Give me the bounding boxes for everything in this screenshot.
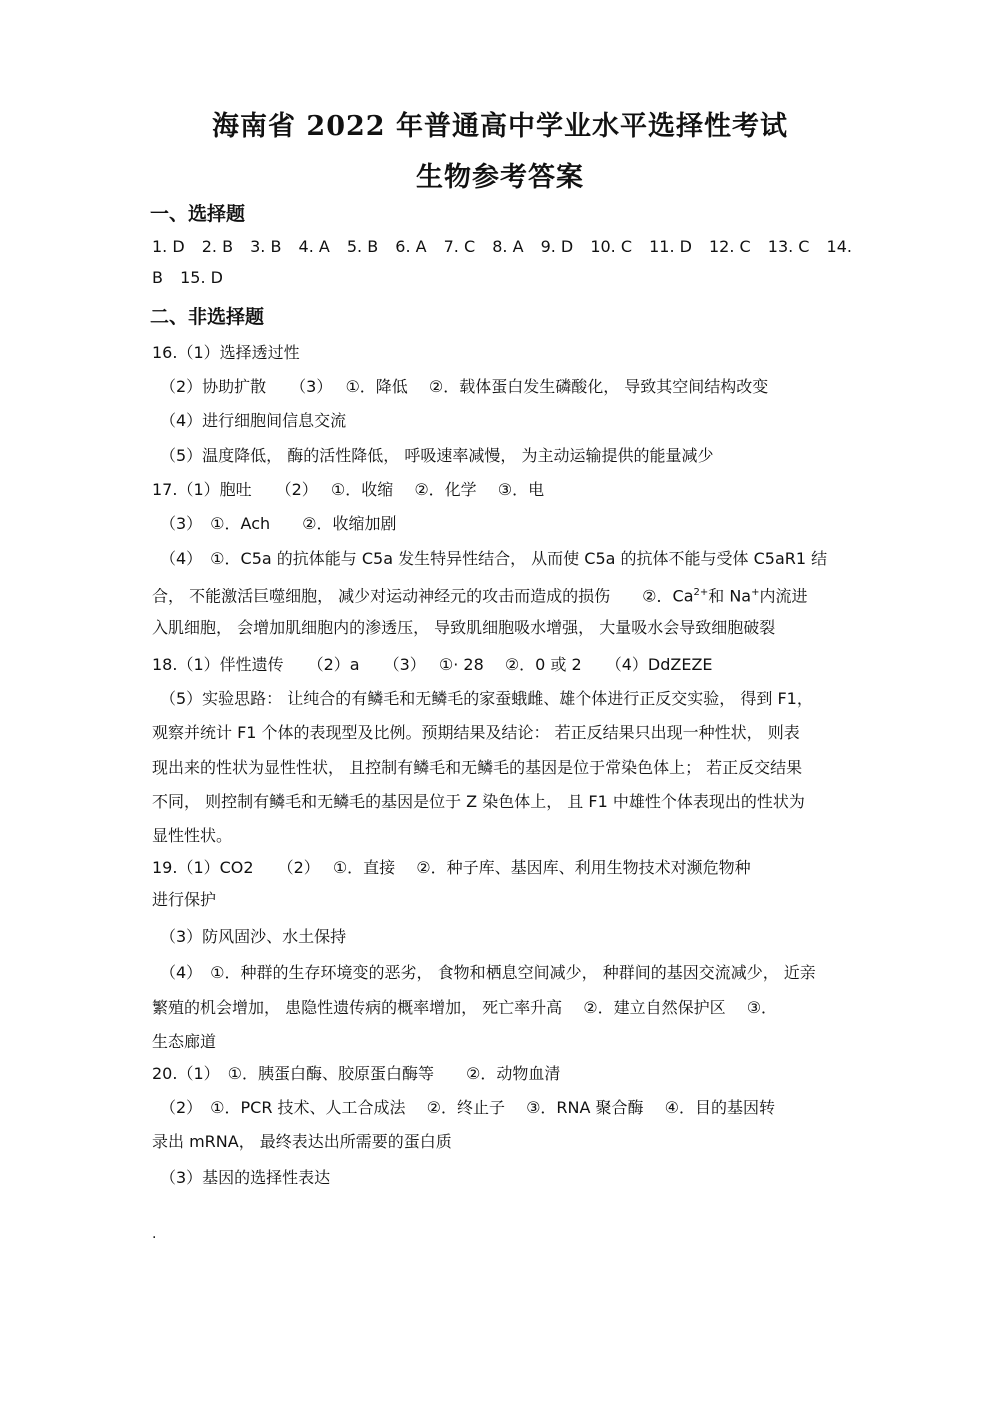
- answer-line: 显性性状。: [152, 826, 233, 845]
- answer-line: 入肌细胞， 会增加肌细胞内的渗透压， 导致肌细胞吸水增强， 大量吸水会导致细胞破裂: [152, 618, 776, 637]
- page-title: 海南省 2022 年普通高中学业水平选择性考试: [212, 111, 788, 142]
- answer-line: 17.（1）胞吐 （2） ①．收缩 ②．化学 ③．电: [152, 480, 545, 499]
- choice-answer: 12. C: [709, 237, 751, 256]
- superscript: +: [751, 587, 760, 598]
- choice-answer: 11. D: [649, 237, 692, 256]
- answer-line: 19.（1）CO2 （2） ①．直接 ②．种子库、基因库、利用生物技术对濒危物种: [152, 858, 751, 877]
- choice-answer: 13. C: [767, 237, 810, 256]
- answer-line: 18.（1）伴性遗传 （2）a （3） ①· 28 ②．0 或 2 （4）DdZEZE: [152, 655, 713, 674]
- answer-line: （3）防风固沙、水土保持: [160, 927, 347, 946]
- choice-answer: 1. D: [152, 237, 185, 256]
- answer-line: 现出来的性状为显性性状， 且控制有鳞毛和无鳞毛的基因是位于常染色体上； 若正反交结果: [152, 758, 803, 777]
- section-heading-choice: 一、选择题: [150, 203, 246, 225]
- choice-answer: 9. D: [540, 237, 574, 256]
- answer-line: （5）温度降低， 酶的活性降低， 呼吸速率减慢， 为主动运输提供的能量减少: [160, 446, 714, 465]
- choice-answer: 8. A: [492, 237, 524, 256]
- choice-answer: 14.: [826, 237, 852, 256]
- choice-answer: 10. C: [590, 237, 633, 256]
- answer-line: 生态廊道: [152, 1032, 217, 1051]
- footer-mark: .: [152, 1226, 157, 1242]
- answer-line: 20.（1） ①．胰蛋白酶、胶原蛋白酶等 ②．动物血清: [152, 1064, 561, 1083]
- choice-answer: 4. A: [298, 237, 330, 256]
- answer-line: （5）实验思路： 让纯合的有鳞毛和无鳞毛的家蚕蛾雌、雄个体进行正反交实验， 得到 F1，: [160, 689, 813, 708]
- answer-line: [152, 583, 808, 606]
- answer-line: （3） ①．Ach ②．收缩加剧: [160, 514, 397, 533]
- answer-line: 16.（1）选择透过性: [152, 343, 300, 362]
- choice-answer: 2. B: [201, 237, 234, 256]
- answer-line: 进行保护: [152, 890, 217, 909]
- answer-text: 合， 不能激活巨噬细胞， 减少对运动神经元的攻击而造成的损伤 ②．Ca: [152, 586, 694, 606]
- answer-line: （4） ①．C5a 的抗体能与 C5a 发生特异性结合， 从而使 C5a 的抗体不能与受体 C5aR1 结: [160, 549, 828, 568]
- answer-text: 和 Na: [708, 586, 752, 606]
- answer-line: （2） ①．PCR 技术、人工合成法 ②．终止子 ③．RNA 聚合酶 ④．目的基因转: [160, 1098, 775, 1117]
- answer-line: 录出 mRNA， 最终表达出所需要的蛋白质: [152, 1132, 452, 1151]
- choice-answer: B: [152, 268, 163, 287]
- choice-answers-row-2: [152, 268, 235, 288]
- answer-line: （4）进行细胞间信息交流: [160, 411, 347, 430]
- answer-line: （2）协助扩散 （3） ①．降低 ②．载体蛋白发生磷酸化， 导致其空间结构改变: [160, 377, 769, 396]
- answer-text: 内流进: [759, 586, 808, 606]
- answer-line: 不同， 则控制有鳞毛和无鳞毛的基因是位于 Z 染色体上， 且 F1 中雄性个体表现出的性状为: [152, 792, 805, 811]
- choice-answer: 15. D: [180, 268, 223, 287]
- superscript: 2+: [693, 587, 709, 598]
- choice-answer: 7. C: [443, 237, 476, 256]
- answer-line: （3）基因的选择性表达: [160, 1168, 331, 1187]
- answer-line: 观察并统计 F1 个体的表现型及比例。预期结果及结论： 若正反结果只出现一种性状， 则表: [152, 723, 800, 742]
- section-heading-non-choice: 二、非选择题: [150, 306, 265, 328]
- page-subtitle: 生物参考答案: [416, 162, 584, 193]
- choice-answer: 5. B: [346, 237, 379, 256]
- choice-answer: 3. B: [250, 237, 282, 256]
- choice-answer: 6. A: [395, 237, 427, 256]
- choice-answers-row-1: [152, 237, 852, 257]
- answer-line: 繁殖的机会增加， 患隐性遗传病的概率增加， 死亡率升高 ②．建立自然保护区 ③．: [152, 998, 778, 1017]
- answer-line: （4） ①．种群的生存环境变的恶劣， 食物和栖息空间减少， 种群间的基因交流减少， 近亲: [160, 963, 816, 982]
